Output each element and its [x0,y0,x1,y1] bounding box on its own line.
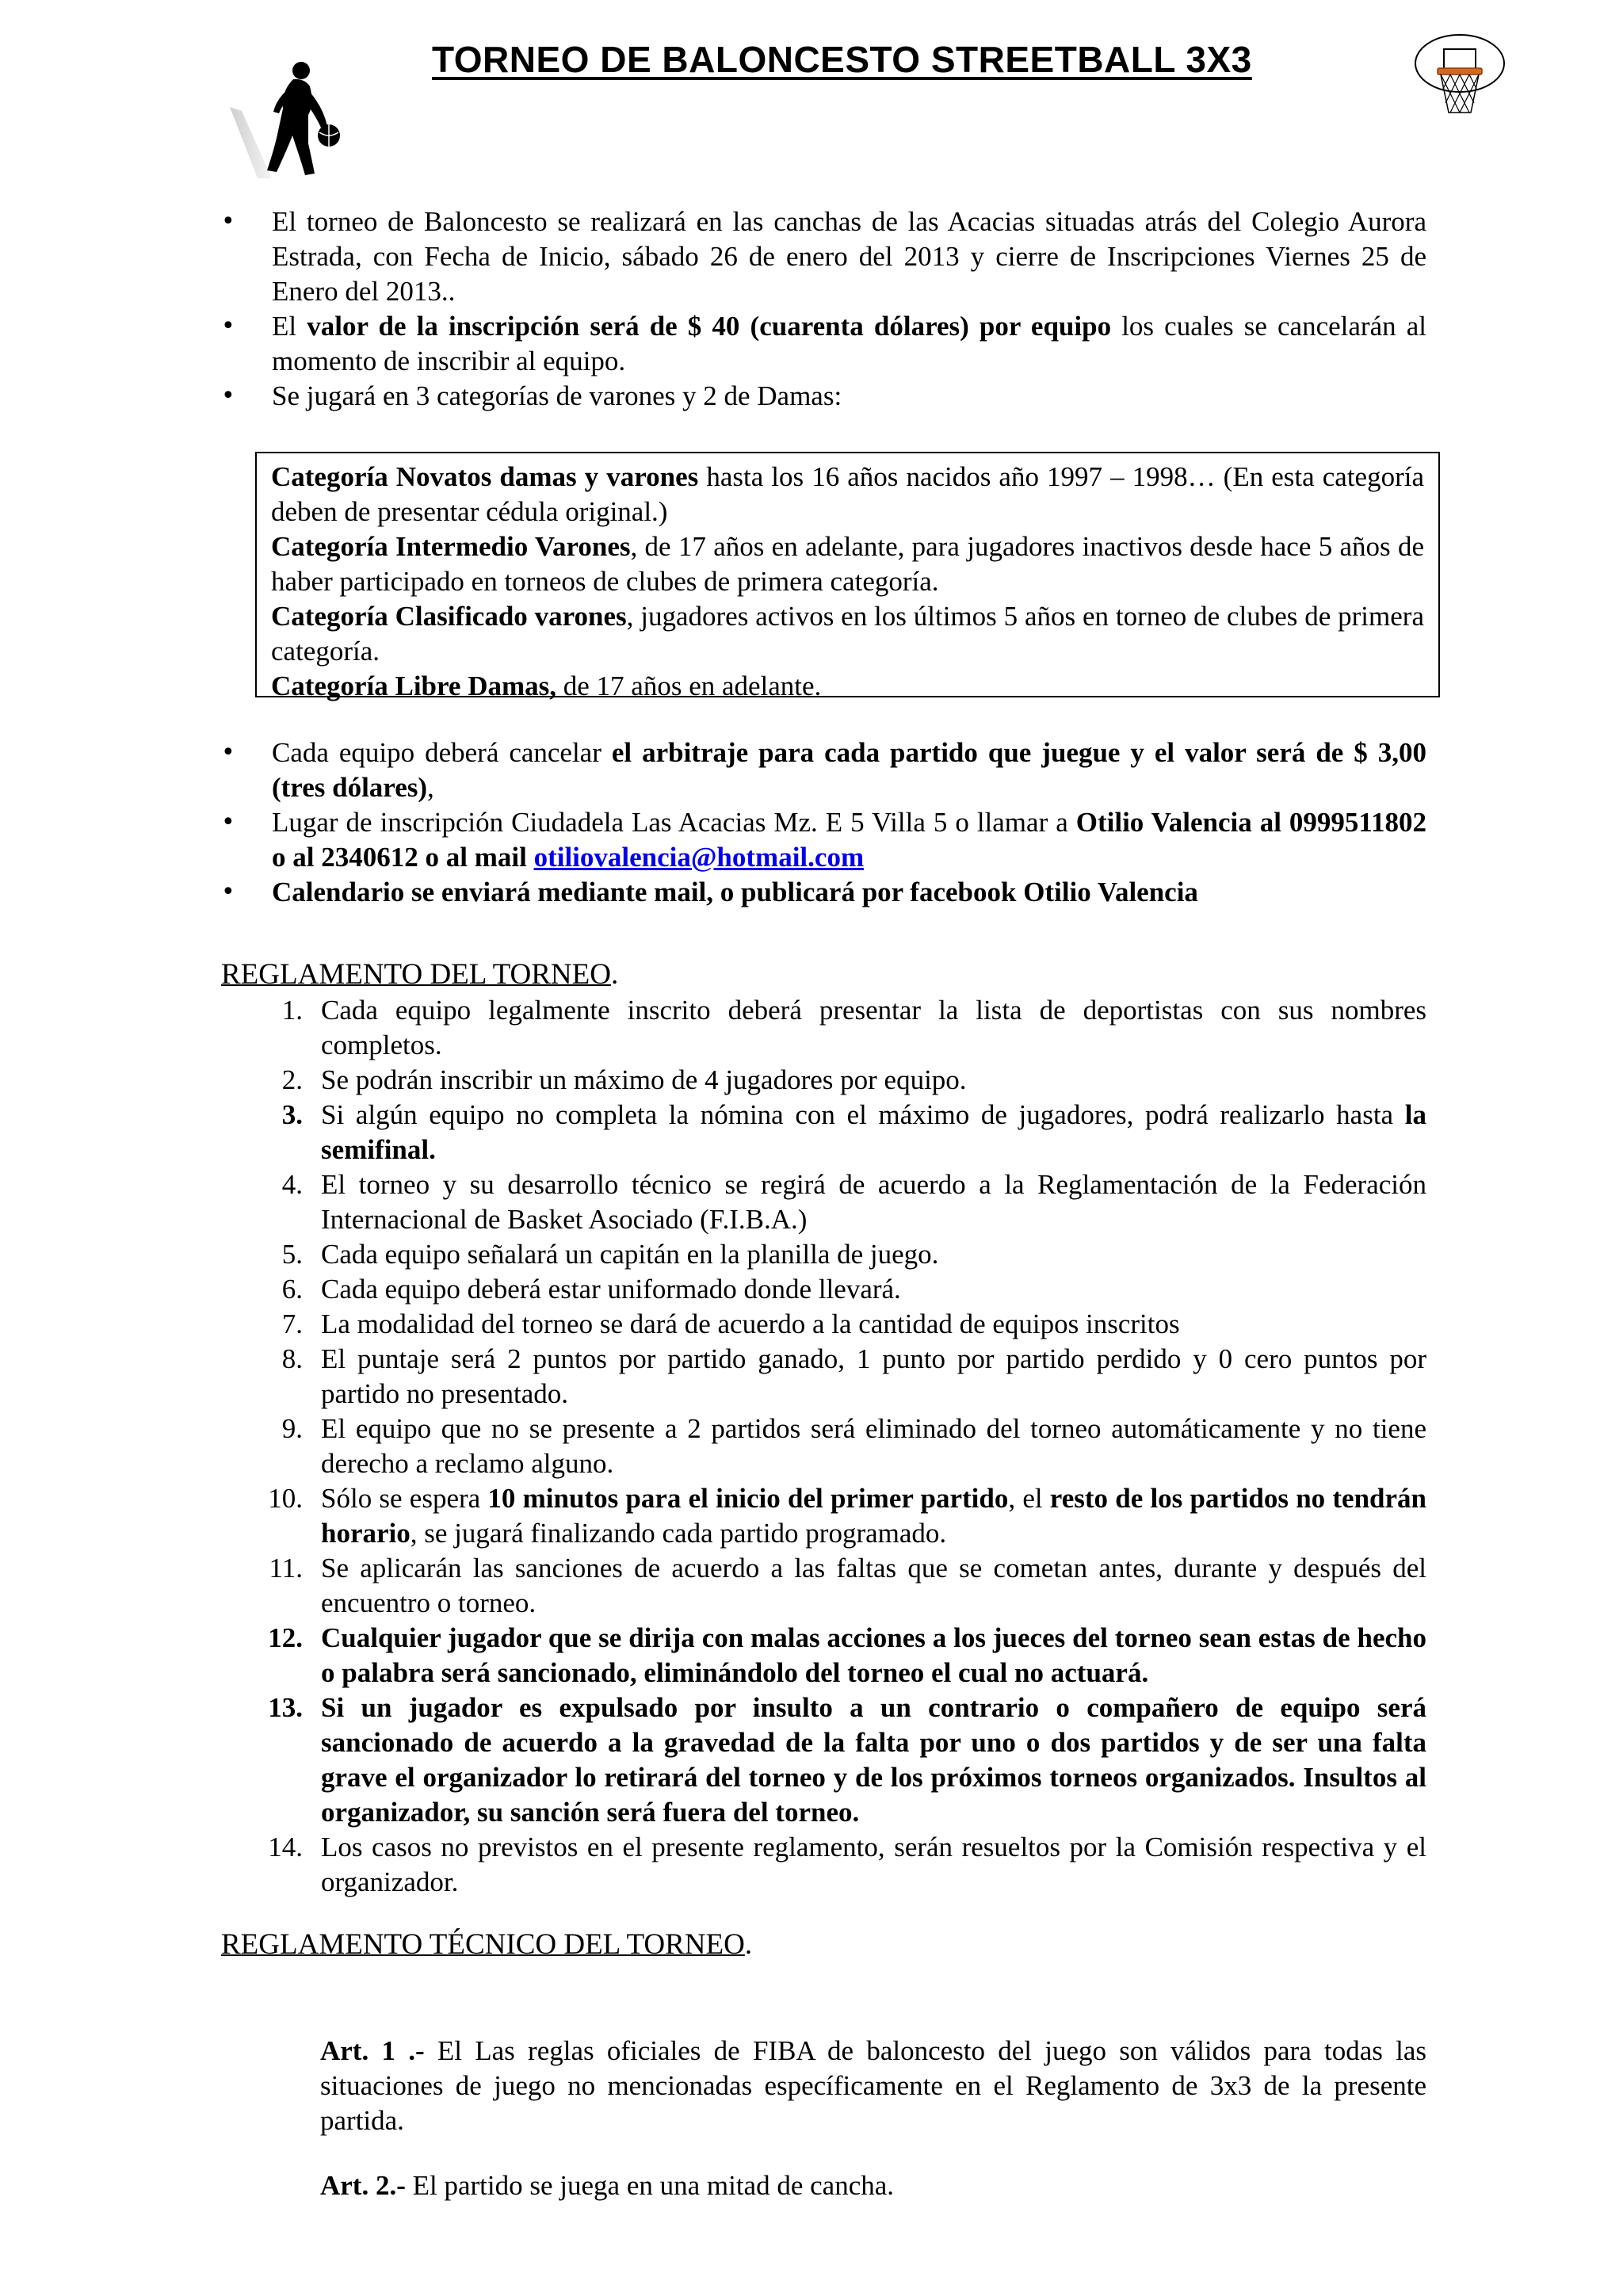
rule-item [221,1272,1426,1307]
bold-text: Art. 2.- [320,2170,406,2201]
text-run: Cada equipo señalará un capitán en la planilla de juego. [321,1239,939,1270]
rule-item [221,1098,1426,1167]
text-run: , jugadores activos en los últimos 5 años en torneo de clubes de primera categoría. [271,601,1424,667]
category-item [271,599,1424,669]
article-2 [320,2168,1426,2203]
basketball-player-icon [226,59,353,182]
intro-item [218,309,1426,379]
text-run: Cada equipo deberá estar uniformado donde llevará. [321,1274,901,1305]
bold-text: Calendario se enviará mediante mail, o publicará por facebook Otilio Valencia [272,877,1198,907]
basketball-hoop-icon [1411,30,1510,125]
intro-item [218,204,1426,309]
text-run: El Las reglas oficiales de FIBA de baloncesto del juego son válidos para todas las situaciones de juego no mencionadas específicamente en el Reglamento de 3x3 de la presente partida. [320,2035,1426,2136]
rule-number: 7. [281,1308,303,1339]
text-run: hasta los 16 años nacidos año 1997 – 1998… (En esta categoría deben de presentar cédula original.) [271,461,1424,527]
bold-text: resto de los partidos no tendrán horario [321,1483,1427,1549]
rule-number: 12. [268,1622,303,1653]
rule-item [221,1551,1426,1621]
text-run: El torneo de Baloncesto se realizará en las canchas de las Acacias situadas atrás del Colegio Aurora Estrada, con Fecha de Inicio, sábado 26 de enero del 2013 y cierre de Inscripciones Viernes 25 de Enero del 2013.. [272,206,1426,307]
reglamento-heading [221,957,618,992]
bold-text: Categoría Libre Damas, [271,670,556,701]
text-run: La modalidad del torneo se dará de acuerdo a la cantidad de equipos inscritos [321,1308,1180,1339]
bold-text: Categoría Clasificado varones [271,601,627,632]
bold-text: Otilio Valencia al 0999511802 o al 2340612 o al mail [272,807,1426,873]
text-run: El [272,311,307,342]
rule-item [221,1412,1426,1481]
page-title: TORNEO DE BALONCESTO STREETBALL 3X3 [432,39,1252,80]
article-1 [320,2034,1426,2138]
text-run: Se aplicarán las sanciones de acuerdo a las faltas que se cometan antes, durante y después del encuentro o torneo. [321,1553,1426,1618]
text-run: , se jugará finalizando cada partido programado. [410,1518,947,1549]
rule-number: 5. [281,1239,303,1270]
text-run: , el [1008,1483,1050,1514]
rule-number: 1. [281,995,303,1026]
category-item [271,529,1424,599]
intro-list [218,204,1426,414]
text-run: Los casos no previstos en el presente reglamento, serán resueltos por la Comisión respectiva y el organizador. [321,1832,1426,1897]
rule-item [221,1342,1426,1412]
bold-text: Categoría Novatos damas y varones [271,461,699,492]
rule-item [221,1830,1426,1900]
rule-item [221,1063,1426,1098]
rule-item [221,1690,1426,1830]
rule-number: 10. [268,1483,303,1514]
rule-number: 4. [281,1169,303,1200]
text-run: Lugar de inscripción Ciudadela Las Acacias Mz. E 5 Villa 5 o llamar a [272,807,1076,838]
rule-number: 11. [269,1553,303,1584]
bold-text: 10 minutos para el inicio del primer partido [487,1483,1009,1514]
text-run: Cada equipo deberá cancelar [272,737,612,768]
rule-number: 2. [281,1064,303,1095]
bold-text: Art. 1 .- [320,2035,425,2066]
text-run: los cuales se cancelarán al momento de inscribir al equipo. [272,311,1426,376]
rule-item [221,1167,1426,1237]
text-run: Se podrán inscribir un máximo de 4 jugadores por equipo. [321,1064,967,1095]
text-run: Se jugará en 3 categorías de varones y 2 de Damas: [272,380,842,411]
rule-number: 9. [281,1413,303,1444]
text-run: El equipo que no se presente a 2 partidos será eliminado del torneo automáticamente y no tiene derecho a reclamo alguno. [321,1413,1426,1479]
info-item [218,735,1426,805]
categories-box [255,452,1440,701]
text-run: El puntaje será 2 puntos por partido ganado, 1 punto por partido perdido y 0 cero puntos por partido no presentado. [321,1343,1426,1409]
rule-number: 3. [281,1099,303,1130]
text-run: , [427,772,434,803]
bold-text: valor de la inscripción será de $ 40 (cuarenta dólares) por equipo [307,311,1112,342]
email-link[interactable]: otiliovalencia@hotmail.com [533,842,865,873]
text-run: El torneo y su desarrollo técnico se regirá de acuerdo a la Reglamentación de la Federación Internacional de Basket Asociado (F.I.B.A.) [321,1169,1426,1235]
bold-text: la semifinal. [321,1099,1426,1165]
rules-list [221,993,1426,1900]
bold-text: Si un jugador es expulsado por insulto a un contrario o compañero de equipo será sancionado de acuerdo a la gravedad de la falta por uno o dos partidos y de ser una falta grave el organizador lo retirará del torneo y de los próximos torneos organizados. Insultos al organizador, su sanción será fuera del torneo. [321,1692,1426,1828]
rule-number: 14. [268,1832,303,1862]
info-list [218,735,1426,910]
reglamento-tecnico-heading [221,1927,752,1962]
rule-item [221,1237,1426,1272]
category-item [271,460,1424,529]
text-run: Si algún equipo no completa la nómina con el máximo de jugadores, podrá realizarlo hasta [321,1099,1405,1130]
reglamento-tecnico-title-suffix: . [744,1928,753,1961]
reglamento-title: REGLAMENTO DEL TORNEO [221,958,611,991]
category-item [271,669,1424,704]
rule-number: 8. [281,1343,303,1374]
rule-item [221,1621,1426,1690]
rule-item [221,1307,1426,1342]
bold-text: Categoría Intermedio Varones [271,531,631,562]
text-run: de 17 años en adelante. [556,670,822,701]
reglamento-tecnico-title: REGLAMENTO TÉCNICO DEL TORNEO [221,1928,745,1961]
bold-text: el arbitraje para cada partido que juegue y el valor será de $ 3,00 (tres dólares) [272,737,1426,803]
info-item [218,875,1426,910]
text-run: Cada equipo legalmente inscrito deberá presentar la lista de deportistas con sus nombres completos. [321,995,1426,1060]
rule-item [221,1481,1426,1551]
rule-number: 6. [281,1274,303,1305]
reglamento-title-suffix: . [610,958,619,991]
intro-item [218,379,1426,414]
text-run: Sólo se espera [321,1483,488,1514]
rule-item [221,993,1426,1063]
text-run: , de 17 años en adelante, para jugadores inactivos desde hace 5 años de haber participado en torneos de clubes de primera categoría. [271,531,1425,597]
text-run: El partido se juega en una mitad de cancha. [405,2170,895,2201]
bold-text: Cualquier jugador que se dirija con malas acciones a los jueces del torneo sean estas de hecho o palabra será sancionado, eliminándolo del torneo el cual no actuará. [321,1622,1426,1688]
info-item [218,805,1426,875]
rule-number: 13. [268,1692,303,1723]
